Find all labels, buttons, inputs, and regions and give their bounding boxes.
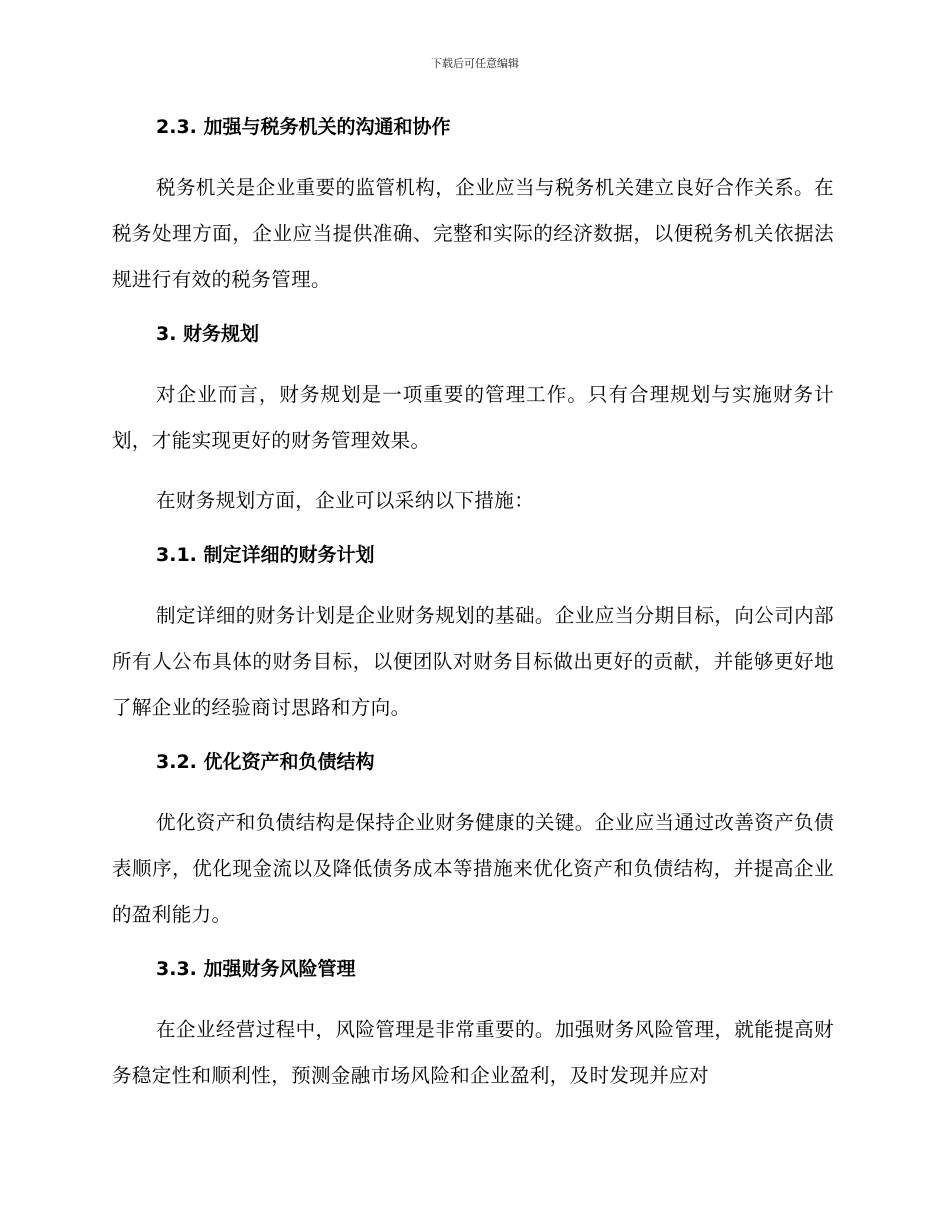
paragraph-financial-planning: 对企业而言，财务规划是一项重要的管理工作。只有合理规划与实施财务计划，才能实现更好的财务管理效果。: [112, 383, 834, 452]
section-heading-3: 3. 财务规划: [156, 323, 260, 345]
paragraph-tax-authority: 税务机关是企业重要的监管机构，企业应当与税务机关建立良好合作关系。在税务处理方面，企业应当提供准确、完整和实际的经济数据，以便税务机关依据法规进行有效的税务管理。: [112, 176, 834, 291]
section-heading-3-1: 3.1. 制定详细的财务计划: [156, 544, 375, 566]
section-heading-2-3: 2.3. 加强与税务机关的沟通和协作: [156, 116, 451, 138]
paragraph-risk-management: 在企业经营过程中，风险管理是非常重要的。加强财务风险管理，就能提高财务稳定性和顺利性，预测金融市场风险和企业盈利，及时发现并应对: [112, 1018, 834, 1087]
page-header: 下载后可任意编辑: [431, 57, 519, 70]
paragraph-detailed-plan: 制定详细的财务计划是企业财务规划的基础。企业应当分期目标，向公司内部所有人公布具体的财务目标，以便团队对财务目标做出更好的贡献，并能够更好地了解企业的经验商讨思路和方向。: [112, 604, 834, 719]
document-body: [112, 110, 834, 1099]
section-heading-3-3: 3.3. 加强财务风险管理: [156, 958, 356, 980]
paragraph-measures-intro: 在财务规划方面，企业可以采纳以下措施：: [156, 489, 535, 512]
paragraph-asset-liability: 优化资产和负债结构是保持企业财务健康的关键。企业应当通过改善资产负债表顺序，优化现金流以及降低债务成本等措施来优化资产和负债结构，并提高企业的盈利能力。: [112, 811, 834, 926]
section-heading-3-2: 3.2. 优化资产和负债结构: [156, 751, 375, 773]
